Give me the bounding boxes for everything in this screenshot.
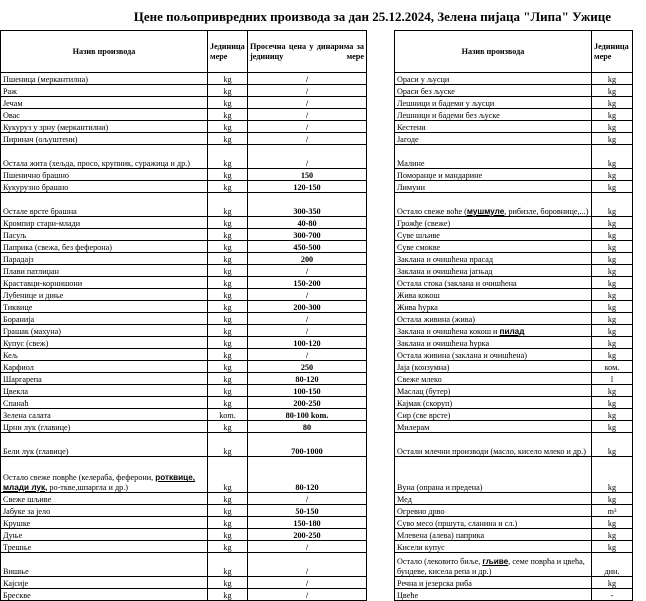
price-cell: 150-200 [248,277,367,289]
table-row [395,169,633,181]
table-row [1,529,367,541]
price-cell: / [248,109,367,121]
unit-cell: kg [208,553,248,577]
product-name: Јечам [1,97,208,109]
table-row [395,361,633,373]
product-name-part: Остало свеже поврће (келераба, фефeрони, [3,473,156,483]
product-name: Свеже млеко [395,373,592,385]
product-name-part: Остало (лековито биље, [397,557,483,567]
table-row [1,253,367,265]
product-name: Пасуљ [1,229,208,241]
product-name: Бели лук (главице) [1,433,208,457]
price-cell: / [248,145,367,169]
unit-cell: kg [592,289,633,301]
table-row [395,217,633,229]
price-cell: / [248,85,367,97]
product-name-part: , рибизле, боровнице,...) [504,206,589,216]
price-cell: / [248,589,367,601]
unit-cell: kg [208,457,248,493]
product-name: Мед [395,493,592,505]
product-name: Свеже шљиве [1,493,208,505]
table-row [1,241,367,253]
unit-cell: kg [592,169,633,181]
price-cell: / [248,541,367,553]
product-name [395,193,592,217]
product-name: Јаја (конзумна) [395,361,592,373]
price-cell: 50-150 [248,505,367,517]
product-name: Шаргарепа [1,373,208,385]
product-name: Пиринач (ољуштени) [1,133,208,145]
table-row [395,457,633,493]
table-row [1,229,367,241]
unit-cell: kg [592,457,633,493]
table-row [1,589,367,601]
unit-cell: kg [592,253,633,265]
product-name: Суве смокве [395,241,592,253]
product-name: Кукуруз у зрну (меркантилни) [1,121,208,133]
product-name: Млевена (алева) паприка [395,529,592,541]
unit-cell: kg [592,577,633,589]
unit-cell: kg [592,325,633,337]
product-name: Кајмак (скоруп) [395,397,592,409]
price-cell: / [248,133,367,145]
price-cell: / [248,553,367,577]
table-row [1,217,367,229]
price-cell: 80-120 [248,373,367,385]
highlighted-text: мушмуле [466,206,505,216]
product-name: Цвекла [1,385,208,397]
product-name: Цвеће [395,589,592,601]
unit-cell: kg [592,85,633,97]
product-name: Остала жита (хељда, просо, крупник, суражица и др.) [1,145,208,169]
unit-cell: kg [208,85,248,97]
unit-cell: kg [592,397,633,409]
product-name: Заклана и очишћена прасад [395,253,592,265]
table-row [395,385,633,397]
product-name: Лешници и бадеми у љусци [395,97,592,109]
product-name: Вишње [1,553,208,577]
unit-cell: kg [208,493,248,505]
price-cell: / [248,325,367,337]
price-cell: / [248,73,367,85]
product-name: Јабуке за јело [1,505,208,517]
product-name: Пшенично брашно [1,169,208,181]
product-name: Речна и језерска риба [395,577,592,589]
unit-cell: kg [592,301,633,313]
unit-cell: kg [208,145,248,169]
unit-cell: kg [592,277,633,289]
price-cell: 80-120 [248,457,367,493]
product-name: Остала живина (заклана и очишћена) [395,349,592,361]
highlighted-text: пилад [499,326,525,336]
table-row [1,109,367,121]
unit-cell: kg [592,109,633,121]
price-cell: 300-350 [248,193,367,217]
table-row [1,193,367,217]
unit-cell: kg [208,241,248,253]
unit-cell: kg [592,529,633,541]
header-product-name: Назив производа [395,31,592,73]
table-row [395,133,633,145]
highlighted-text: гљиве [482,557,509,567]
table-row [1,493,367,505]
price-cell: 100-120 [248,337,367,349]
table-row [1,433,367,457]
price-cell: 250 [248,361,367,373]
product-name [395,325,592,337]
unit-cell: дин. [592,553,633,577]
product-name: Спанаћ [1,397,208,409]
product-name: Кељ [1,349,208,361]
unit-cell: kg [208,169,248,181]
price-cell: / [248,121,367,133]
unit-cell: kg [208,517,248,529]
unit-cell: kg [208,217,248,229]
price-cell: 40-80 [248,217,367,229]
price-cell: 100-150 [248,385,367,397]
unit-cell: kg [208,229,248,241]
product-name: Остала стока (заклана и очишћена [395,277,592,289]
price-cell: 80-100 kom. [248,409,367,421]
price-cell: 150 [248,169,367,181]
header-product-name: Назив производа [1,31,208,73]
product-name: Паприка (свежа, без феферона) [1,241,208,253]
unit-cell: kg [208,301,248,313]
unit-cell: kg [208,577,248,589]
table-row [395,253,633,265]
table-row [395,553,633,577]
unit-cell: kg [592,145,633,169]
table-row [1,337,367,349]
unit-cell: kg [592,133,633,145]
product-name: Сир (све врсте) [395,409,592,421]
product-name: Пшеница (меркантилна) [1,73,208,85]
unit-cell: kg [208,121,248,133]
product-name: Лубенице и диње [1,289,208,301]
table-row [1,133,367,145]
unit-cell: kg [592,385,633,397]
table-row [395,193,633,217]
product-name: Суво месо (пршута, сланина и сл.) [395,517,592,529]
table-row [395,229,633,241]
price-cell: 200-250 [248,529,367,541]
table-row [395,433,633,457]
unit-cell: kg [208,349,248,361]
table-row [395,121,633,133]
table-row [395,397,633,409]
product-name [395,553,592,577]
product-name-part: , семе поврћа и цвећа, бундеве, кисела репа и др.) [397,557,585,576]
unit-cell: kg [592,517,633,529]
product-name: Боранија [1,313,208,325]
unit-cell: kg [208,421,248,433]
table-row [395,577,633,589]
product-name [1,457,208,493]
table-row [1,421,367,433]
table-row [395,349,633,361]
unit-cell: kg [592,229,633,241]
unit-cell: kg [208,325,248,337]
unit-cell: kg [208,97,248,109]
table-row [1,145,367,169]
table-row [395,313,633,325]
product-name: Ораси без љуске [395,85,592,97]
unit-cell: kg [208,589,248,601]
table-row [1,409,367,421]
table-row [395,409,633,421]
unit-cell: kg [208,337,248,349]
unit-cell: kg [208,289,248,301]
unit-cell: kg [592,217,633,229]
product-name: Кестени [395,121,592,133]
price-cell: / [248,289,367,301]
unit-cell: kg [592,121,633,133]
page-title: Цене пољопривредних производа за дан 25.12.2024, Зелена пијаца "Липа" Ужице [133,9,611,24]
product-name: Заклана и очишћена ћурка [395,337,592,349]
product-name: Огревно дрво [395,505,592,517]
table-row [395,241,633,253]
price-cell: 200 [248,253,367,265]
unit-cell: - [592,589,633,601]
table-row [1,277,367,289]
product-name: Кајсије [1,577,208,589]
table-row [1,373,367,385]
unit-cell: kg [208,529,248,541]
product-name: Раж [1,85,208,97]
unit-cell: kg [208,505,248,517]
table-row [1,505,367,517]
unit-cell: kg [208,373,248,385]
product-name: Жива кокош [395,289,592,301]
unit-cell: kg [592,349,633,361]
table-row [1,313,367,325]
unit-cell: kg [208,73,248,85]
price-cell: 300-700 [248,229,367,241]
unit-cell: kg [592,541,633,553]
product-name: Суве шљиве [395,229,592,241]
table-row [1,169,367,181]
table-row [1,577,367,589]
product-name: Заклана и очишћена јагњад [395,265,592,277]
header-unit: Јединица мере [592,31,633,73]
table-row [395,421,633,433]
unit-cell: kg [208,277,248,289]
table-row [1,541,367,553]
product-name: Остале врсте брашна [1,193,208,217]
price-cell: / [248,265,367,277]
unit-cell: kg [208,433,248,457]
unit-cell: kg [208,193,248,217]
product-name: Поморанџе и мандарине [395,169,592,181]
product-name: Купус (свеж) [1,337,208,349]
product-name: Црни лук (главице) [1,421,208,433]
unit-cell: kg [592,265,633,277]
product-name: Лешници и бадеми без љуске [395,109,592,121]
product-name: Грашак (махуна) [1,325,208,337]
table-row [1,457,367,493]
price-cell: 120-150 [248,181,367,193]
table-row [395,301,633,313]
unit-cell: kg [208,109,248,121]
product-name-part: ро-тквe,шпаргла и др.) [47,482,128,492]
table-row [395,529,633,541]
header-unit: Јединица мере [208,31,248,73]
product-name: Маслац (бутер) [395,385,592,397]
table-row [1,517,367,529]
unit-cell: l [592,373,633,385]
product-name: Остали млечни производи (масло, кисело млеко и др.) [395,433,592,457]
product-name: Кромпир стари-млади [1,217,208,229]
price-cell: 80 [248,421,367,433]
product-name-part: Остало свеже воће ( [397,206,467,216]
table-row [395,517,633,529]
table-row [395,325,633,337]
table-row [1,553,367,577]
product-name: Кисели купус [395,541,592,553]
unit-cell: kg [592,73,633,85]
product-name: Трешње [1,541,208,553]
unit-cell: kg [592,97,633,109]
unit-cell: kg [208,133,248,145]
table-row [395,265,633,277]
product-name: Јагоде [395,133,592,145]
table-row [1,325,367,337]
product-name: Лимуни [395,181,592,193]
product-name: Крушке [1,517,208,529]
table-row [1,289,367,301]
unit-cell: kg [208,181,248,193]
product-name: Бресквe [1,589,208,601]
table-row [395,97,633,109]
table-row [1,85,367,97]
price-cell: / [248,97,367,109]
table-row [1,301,367,313]
unit-cell: kg [208,313,248,325]
product-name-part: Заклана и очишћена кокош и [397,326,500,336]
table-row [395,181,633,193]
product-name: Зелена салата [1,409,208,421]
unit-cell: kg [208,265,248,277]
right-price-table [394,30,633,601]
unit-cell: kg [592,409,633,421]
unit-cell: kg [592,421,633,433]
table-row [395,505,633,517]
left-price-table [0,30,367,601]
price-cell: / [248,349,367,361]
table-row [395,541,633,553]
table-row [1,265,367,277]
unit-cell: kg [592,337,633,349]
table-row [395,145,633,169]
table-row [1,121,367,133]
unit-cell: kom. [208,409,248,421]
price-cell: 450-500 [248,241,367,253]
product-name: Милерам [395,421,592,433]
product-name: Карфиол [1,361,208,373]
table-row [395,277,633,289]
unit-cell: kg [592,241,633,253]
product-name: Ораси у љусци [395,73,592,85]
table-row [395,85,633,97]
product-name: Парадајз [1,253,208,265]
product-name: Тиквице [1,301,208,313]
product-name: Жива ћурка [395,301,592,313]
product-name: Кукурузно брашно [1,181,208,193]
product-name: Краставци-корнишони [1,277,208,289]
table-row [1,97,367,109]
price-cell: 700-1000 [248,433,367,457]
product-name: Овас [1,109,208,121]
unit-cell: ком. [592,361,633,373]
table-row [395,289,633,301]
price-cell: / [248,313,367,325]
highlighted-text: ротквице, млади лук, [3,473,196,492]
price-cell: / [248,493,367,505]
table-row [1,361,367,373]
unit-cell: kg [592,313,633,325]
table-row [395,109,633,121]
product-name: Остала живина (жива) [395,313,592,325]
unit-cell: kg [592,181,633,193]
price-cell: 200-250 [248,397,367,409]
unit-cell: kg [208,397,248,409]
table-row [395,589,633,601]
product-name: Дуње [1,529,208,541]
unit-cell: kg [592,493,633,505]
product-name: Плави патлиџан [1,265,208,277]
table-row [1,73,367,85]
table-row [395,73,633,85]
table-row [1,385,367,397]
price-cell: 150-180 [248,517,367,529]
unit-cell: m³ [592,505,633,517]
table-row [395,373,633,385]
product-name: Вуна (опрана и предена) [395,457,592,493]
unit-cell: kg [592,193,633,217]
header-price: Просечна цена у динарима за јединицу мере [248,31,367,73]
table-row [1,181,367,193]
table-row [395,337,633,349]
table-row [395,493,633,505]
table-row [1,397,367,409]
unit-cell: kg [208,541,248,553]
unit-cell: kg [208,361,248,373]
table-row [1,349,367,361]
unit-cell: kg [592,433,633,457]
price-cell: / [248,577,367,589]
product-name: Малине [395,145,592,169]
price-cell: 200-300 [248,301,367,313]
unit-cell: kg [208,253,248,265]
product-name: Грожђе (свеже) [395,217,592,229]
unit-cell: kg [208,385,248,397]
